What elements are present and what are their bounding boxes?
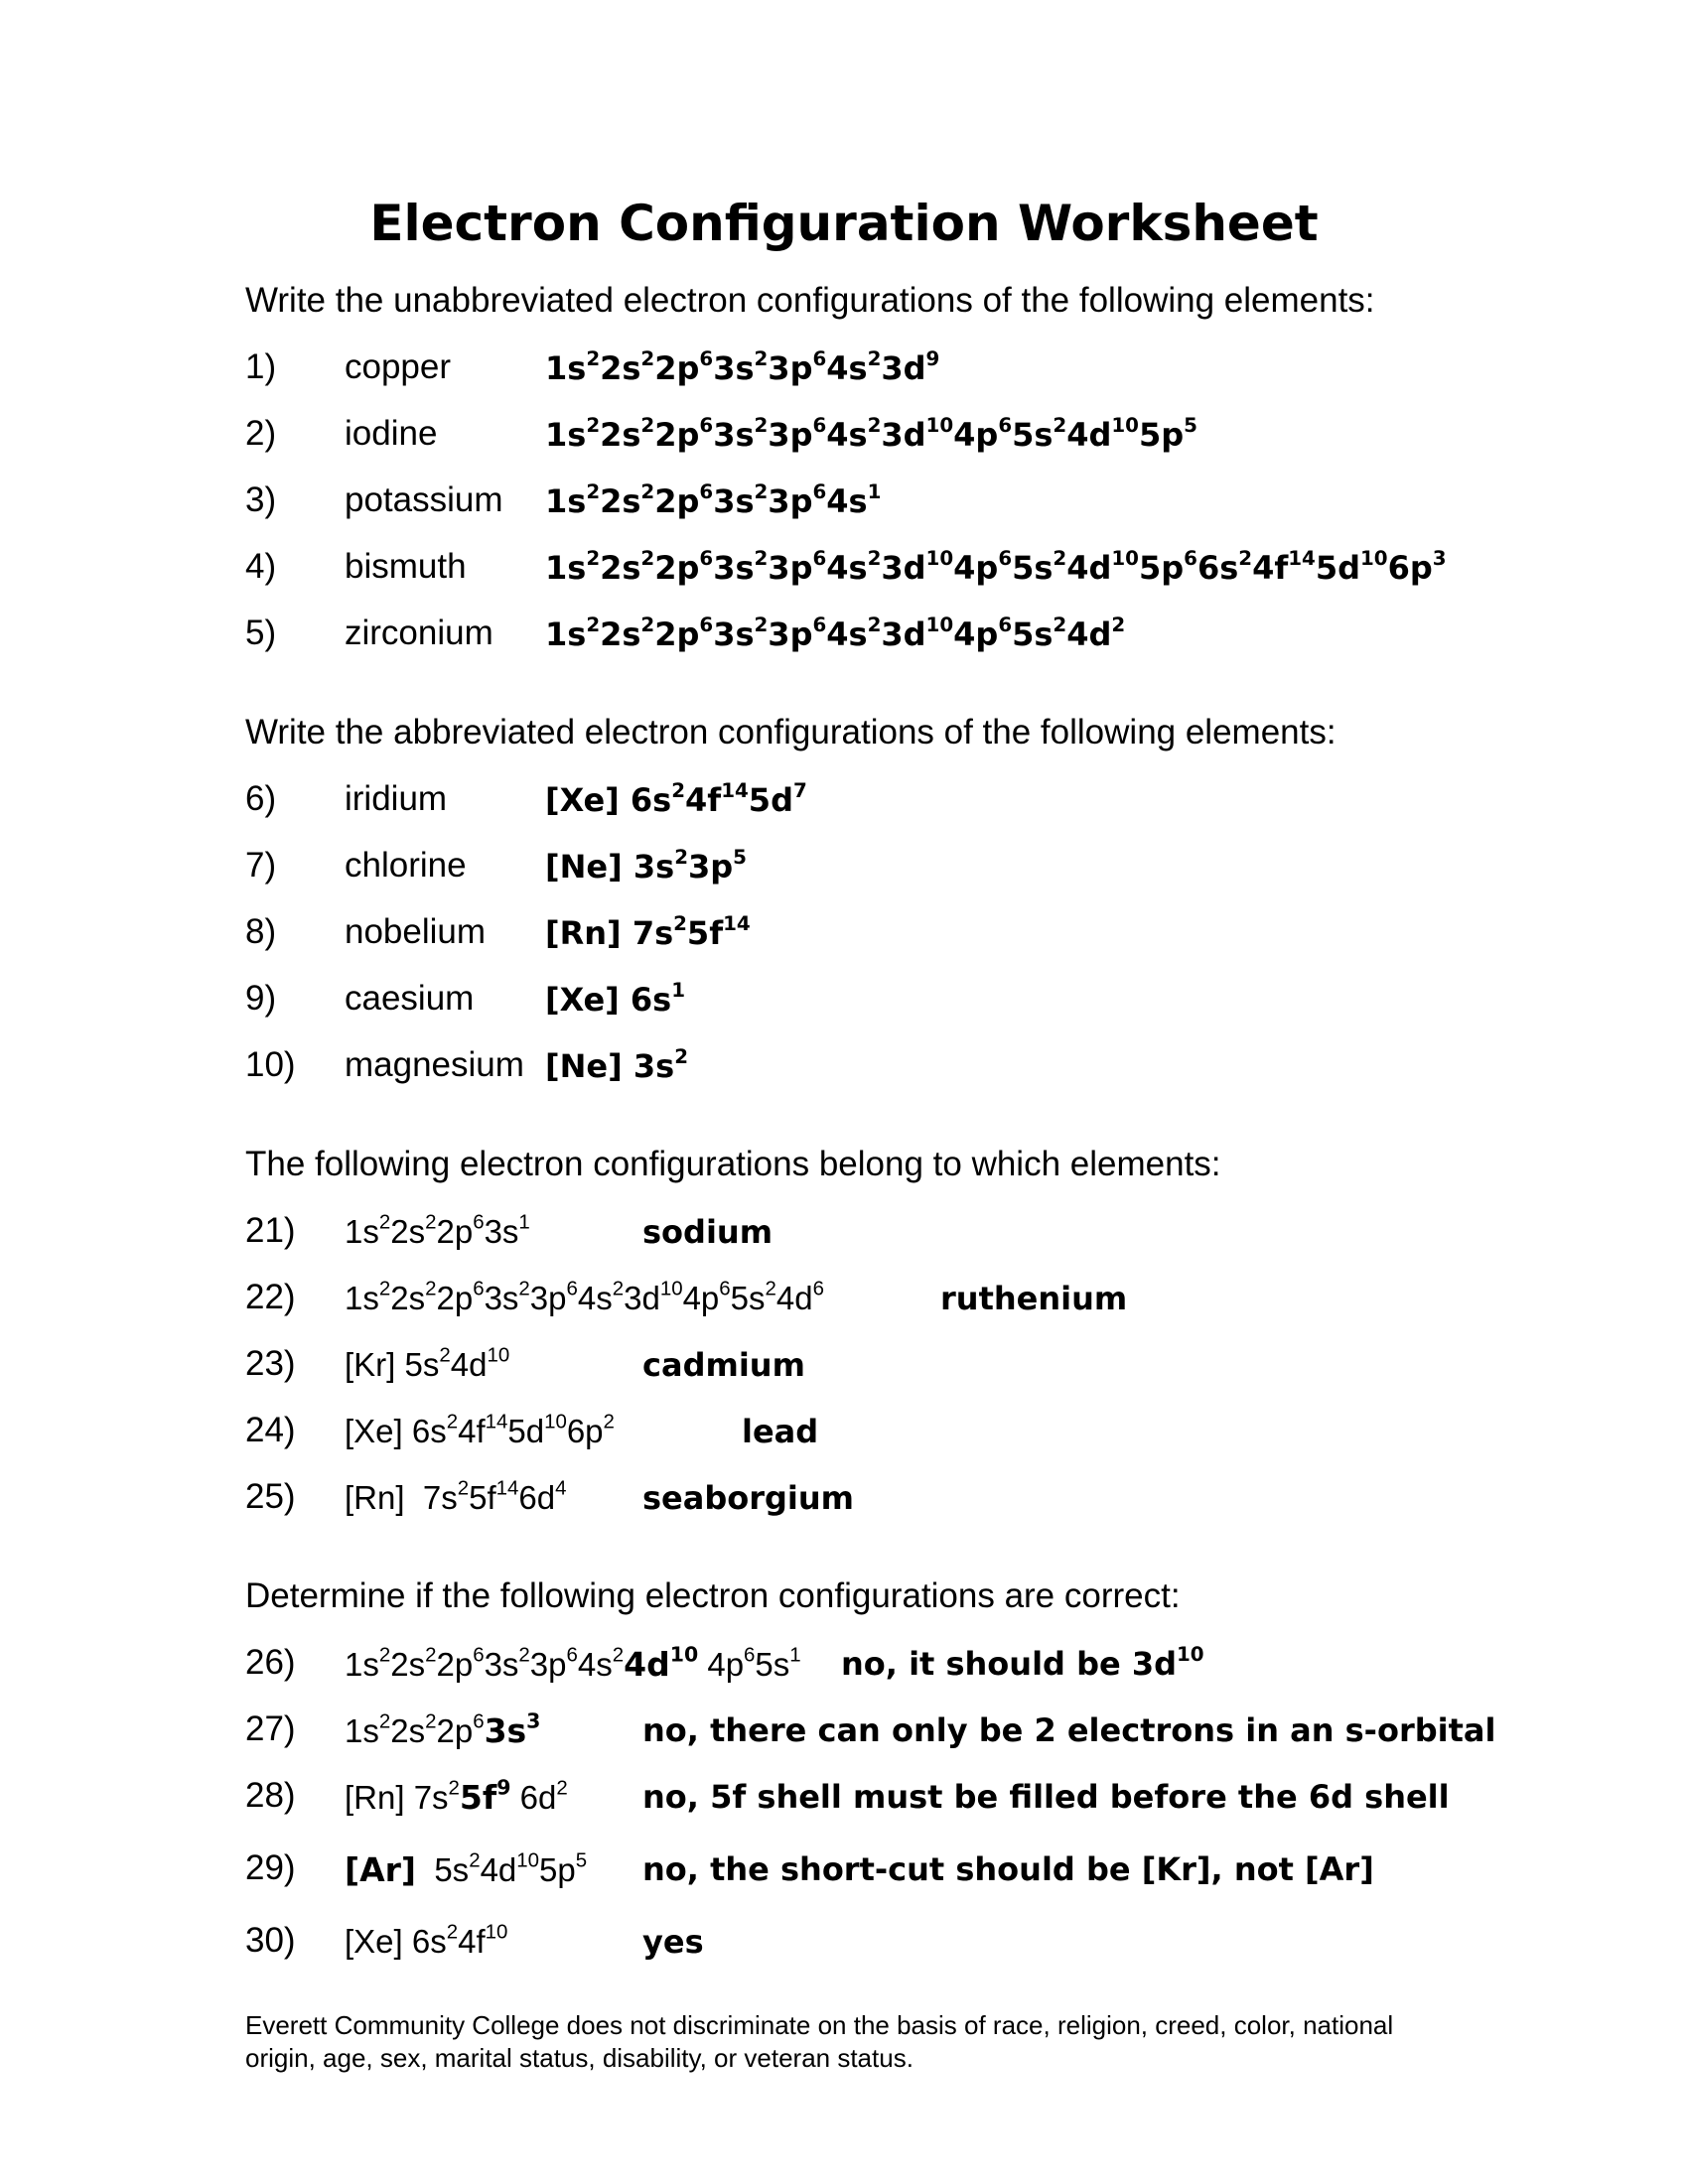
item-number: 27) (245, 1709, 296, 1748)
element-name: nobelium (345, 912, 487, 951)
answer: no, the short-cut should be [Kr], not [Ar] (642, 1850, 1374, 1888)
element-name: iridium (345, 779, 448, 818)
configuration: [Rn] $7s^25f^{14}$ (545, 912, 751, 952)
answer: yes (642, 1923, 704, 1961)
element-name: chlorine (345, 846, 467, 885)
answer: ruthenium (940, 1280, 1128, 1317)
item-number: 21) (245, 1211, 296, 1250)
footer-disclaimer: Everett Community College does not discriminate on the basis of race, religion, creed, color, national origin, age, sex, marital status, disability, or veteran status. (245, 2010, 1394, 2073)
item-number: 1) (245, 347, 277, 386)
section1-heading: Write the unabbreviated electron configurations of the following elements: (245, 281, 1375, 320)
element-name: iodine (345, 414, 438, 453)
configuration: $1s^22s^22p^63s^23p^64s^23d^{10}4p^65s^24d^6$ (345, 1277, 824, 1316)
section3-heading: The following electron configurations belong to which elements: (245, 1145, 1221, 1183)
item-number: 23) (245, 1344, 296, 1383)
configuration: $1s^22s^22p^63s^23p^64s^1$ (545, 480, 882, 520)
answer: seaborgium (642, 1479, 855, 1517)
item-number: 30) (245, 1921, 296, 1960)
configuration: $1s^22s^22p^63s^1$ (345, 1210, 530, 1250)
configuration: $1s^22s^22p^63s^23p^64s^23d^{10}4p^65s^24d^{10}5p^5$ (545, 414, 1197, 454)
element-name: copper (345, 347, 452, 386)
item-number: 2) (245, 414, 277, 453)
configuration: [Xe] $6s^24f^{14}5d^7$ (545, 779, 807, 819)
configuration: $1s^22s^22p^63s^23p^64s^24d^{10}$ $4p^65s^1$ (345, 1642, 801, 1684)
element-name: magnesium (345, 1045, 524, 1084)
item-number: 4) (245, 547, 277, 586)
item-number: 10) (245, 1045, 296, 1084)
configuration: [Ne] $3s^2$ (545, 1045, 688, 1085)
item-number: 22) (245, 1278, 296, 1316)
configuration: $1s^22s^22p^63s^23p^64s^23d^{10}4p^65s^24d^2$ (545, 614, 1126, 653)
item-number: 25) (245, 1477, 296, 1516)
answer: no, it should be $3d^{10}$ (841, 1643, 1204, 1683)
configuration: [Xe] $6s^24f^{14}5d^{10}6p^2$ (345, 1410, 615, 1449)
configuration: $1s^22s^22p^63s^23p^64s^23d^9$ (545, 347, 940, 387)
answer: cadmium (642, 1346, 805, 1384)
answer: no, there can only be 2 electrons in an s-orbital (642, 1711, 1496, 1749)
configuration: [Xe] $6s^1$ (545, 979, 686, 1019)
section4-heading: Determine if the following electron configurations are correct: (245, 1576, 1181, 1615)
configuration: [Xe] $6s^24f^{10}$ (345, 1920, 508, 1960)
configuration: [Kr] $5s^24d^{10}$ (345, 1343, 510, 1383)
item-number: 8) (245, 912, 277, 951)
configuration: $1s^22s^22p^63s^23p^64s^23d^{10}4p^65s^24d^{10}5p^66s^24f^{14}5d^{10}6p^3$ (545, 547, 1447, 587)
item-number: 3) (245, 480, 277, 519)
item-number: 5) (245, 614, 277, 652)
item-number: 29) (245, 1848, 296, 1887)
element-name: potassium (345, 480, 503, 519)
element-name: caesium (345, 979, 475, 1018)
item-number: 26) (245, 1643, 296, 1682)
element-name: zirconium (345, 614, 493, 652)
page-title: Electron Configuration Worksheet (369, 195, 1319, 252)
answer: no, 5f shell must be filled before the 6d shell (642, 1778, 1450, 1816)
item-number: 24) (245, 1411, 296, 1449)
answer: lead (742, 1413, 819, 1450)
answer: sodium (642, 1213, 774, 1251)
configuration: [Ar] $5s^24d^{10}5p^5$ (345, 1848, 588, 1889)
item-number: 9) (245, 979, 277, 1018)
configuration: $1s^22s^22p^63s^3$ (345, 1708, 541, 1750)
configuration: [Ne] $3s^23p^5$ (545, 846, 747, 886)
element-name: bismuth (345, 547, 467, 586)
item-number: 28) (245, 1776, 296, 1815)
configuration: [Rn] $7s^25f^{14}6d^4$ (345, 1476, 567, 1516)
configuration: [Rn] $7s^25f^9$ $6d^2$ (345, 1775, 568, 1817)
item-number: 7) (245, 846, 277, 885)
section2-heading: Write the abbreviated electron configurations of the following elements: (245, 713, 1336, 751)
item-number: 6) (245, 779, 277, 818)
